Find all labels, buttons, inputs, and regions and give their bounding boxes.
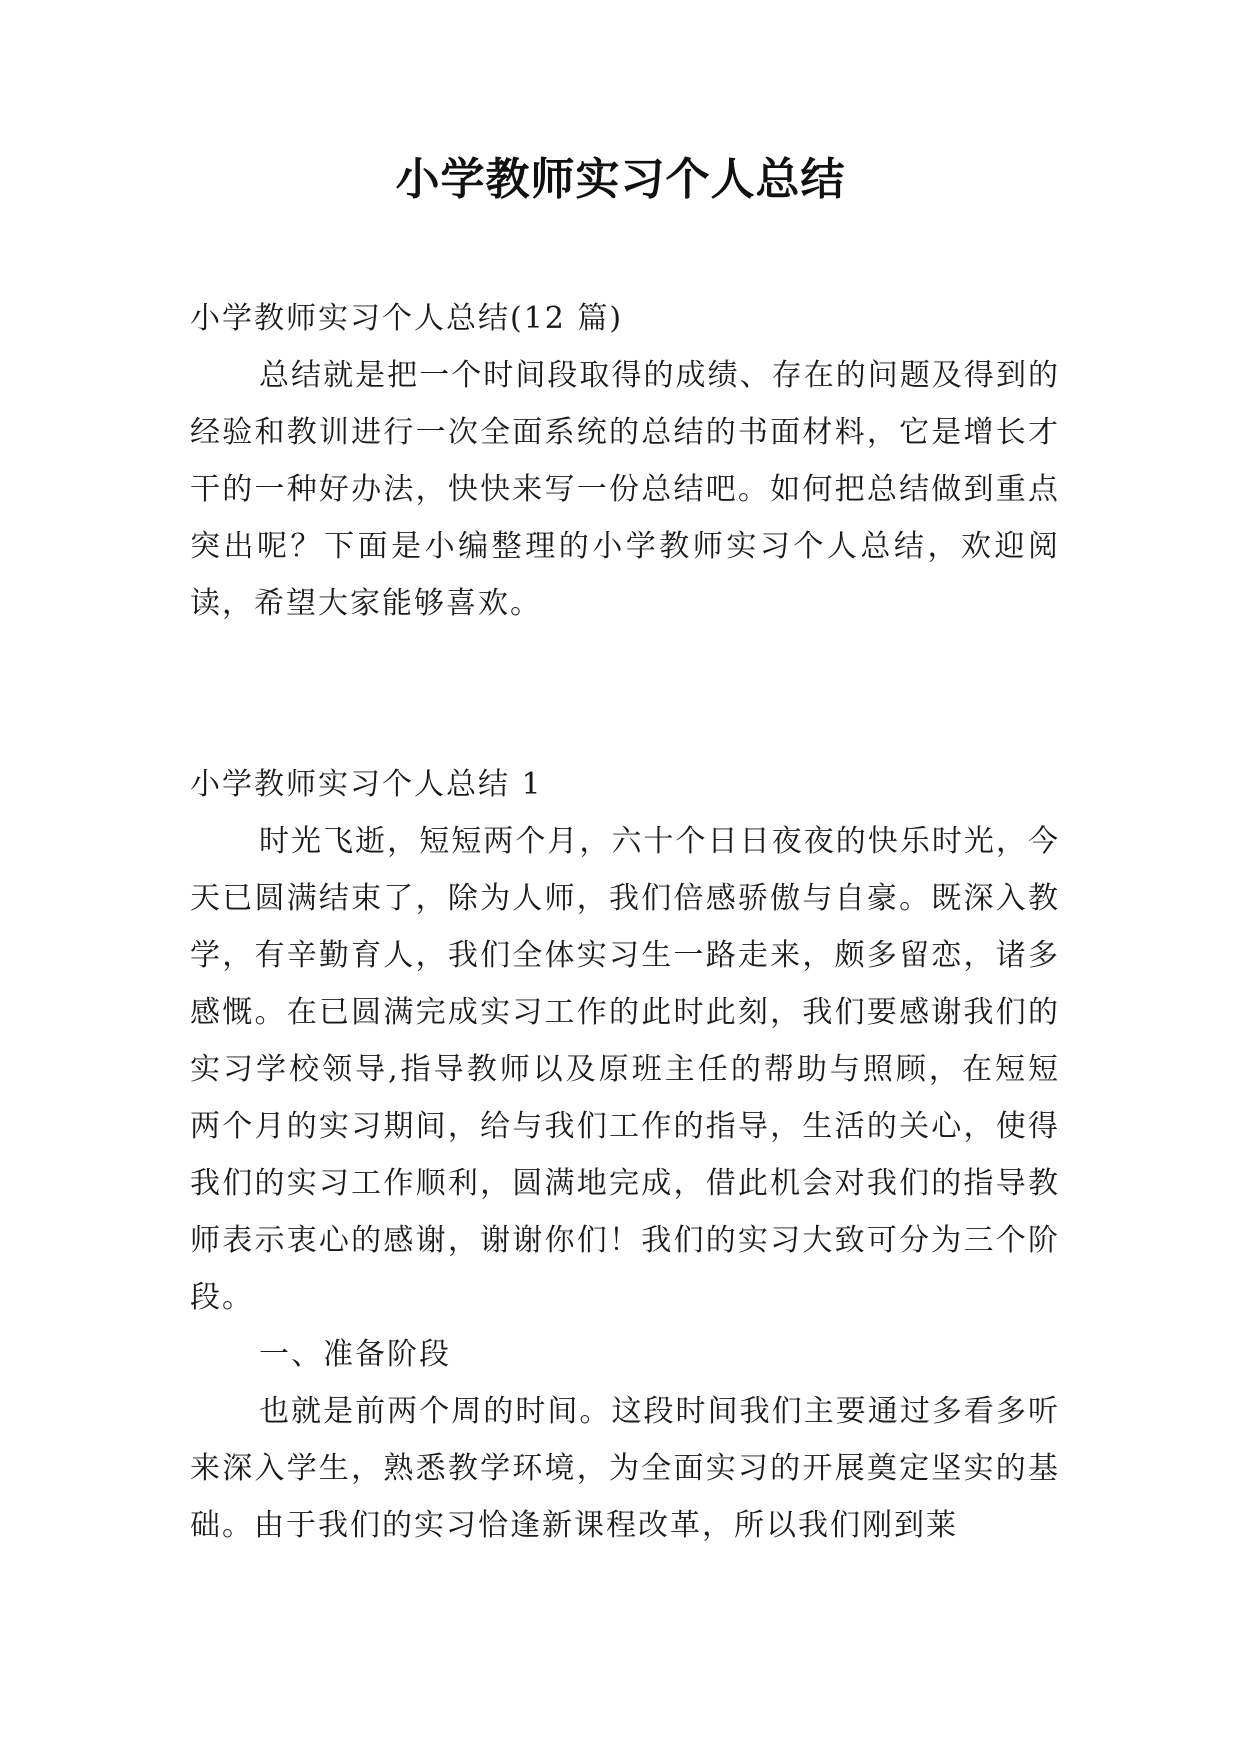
intro-block [190,290,1060,632]
section-1-paragraph-1: 时光飞逝，短短两个月，六十个日日夜夜的快乐时光，今天已圆满结束了，除为人师，我们倍感骄傲与自豪。既深入教学，有辛勤育人，我们全体实习生一路走来，颇多留恋，诸多感慨。在已圆满完成实习工作的此时此刻，我们要感谢我们的实习学校领导,指导教师以及原班主任的帮助与照顾，在短短两个月的实习期间，给与我们工作的指导，生活的关心，使得我们的实习工作顺利，圆满地完成，借此机会对我们的指导教师表示衷心的感谢，谢谢你们！我们的实习大致可分为三个阶段。 [190,824,1060,1315]
section-1-heading: 小学教师实习个人总结 1 [190,767,543,802]
document-title: 小学教师实习个人总结 [395,154,846,205]
stage-1-heading: 一、准备阶段 [259,1337,451,1372]
intro-subtitle: 小学教师实习个人总结(12 篇) [190,301,624,336]
section-1-block [190,756,1060,1554]
section-1-paragraph-2: 也就是前两个周的时间。这段时间我们主要通过多看多听来深入学生，熟悉教学环境，为全面实习的开展奠定坚实的基础。由于我们的实习恰逢新课程改革，所以我们刚到莱 [190,1394,1060,1543]
intro-paragraph: 总结就是把一个时间段取得的成绩、存在的问题及得到的经验和教训进行一次全面系统的总结的书面材料，它是增长才干的一种好办法，快快来写一份总结吧。如何把总结做到重点突出呢？下面是小编整理的小学教师实习个人总结，欢迎阅读，希望大家能够喜欢。 [190,358,1060,621]
